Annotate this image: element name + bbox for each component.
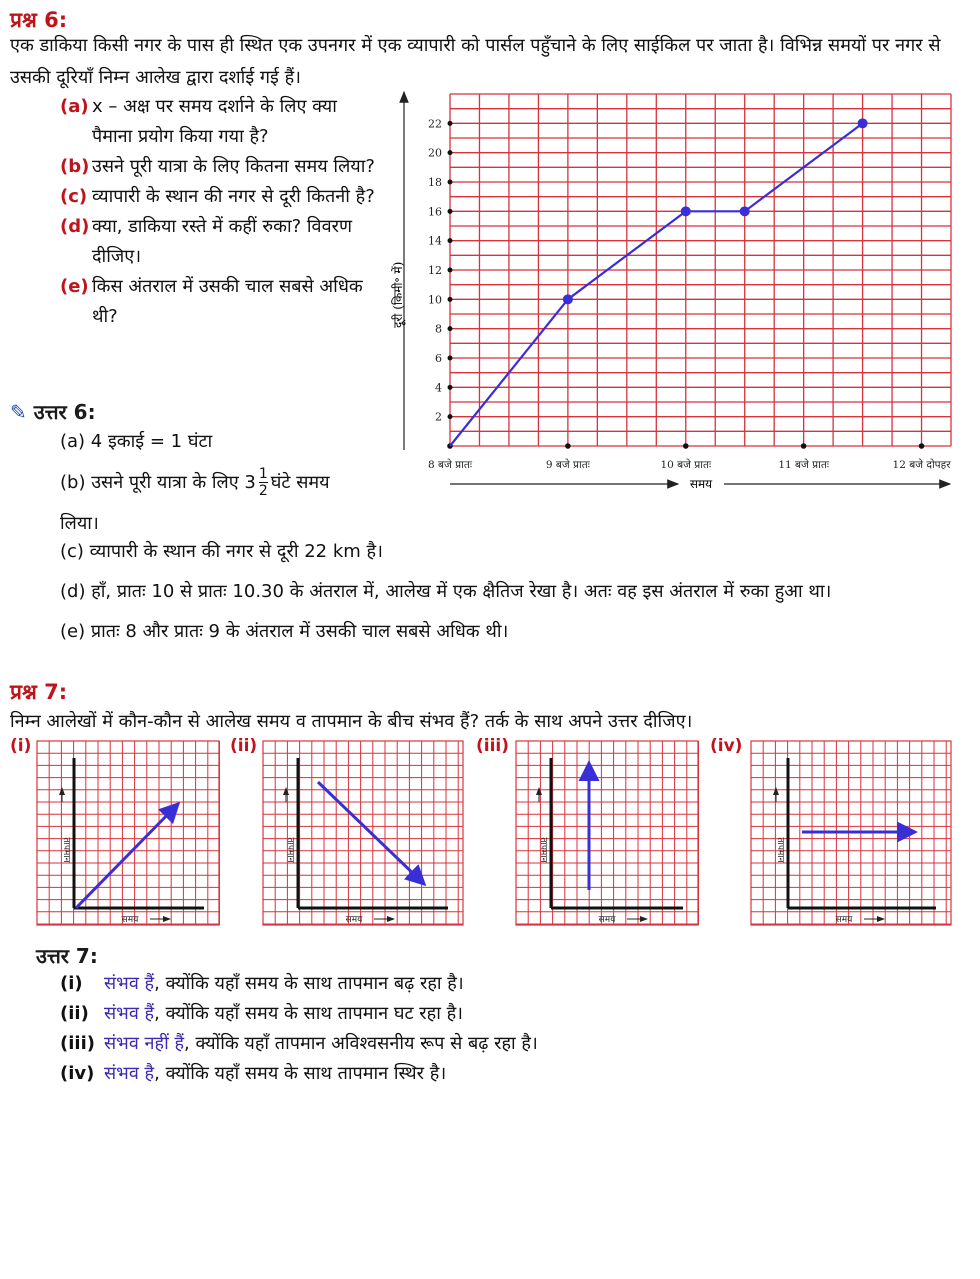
a7-item-ii — [60, 998, 463, 1030]
a6-heading-text: उत्तर 6: — [33, 400, 96, 424]
a7-item-i-label: (i) — [60, 973, 83, 994]
q6-heading: प्रश्न 6: — [10, 8, 68, 32]
y-tick-label: 22 — [428, 117, 442, 131]
a7-item-iv-label: (iv) — [60, 1063, 95, 1084]
a6-c: (c) व्यापारी के स्थान की नगर से दूरी 22 km है। — [60, 541, 383, 562]
a7-item-iv-highlight: संभव है — [104, 1063, 155, 1084]
y-tick-label: 16 — [428, 205, 442, 219]
a7-item-iii-label: (iii) — [60, 1033, 95, 1054]
q6-text: एक डाकिया किसी नगर के पास ही स्थित एक उपनगर में एक व्यापारी को पार्सल पहुँचाने के लिए साईकिल पर जाता है। विभिन्न समयों पर नगर से उसकी दूरियाँ निम्न आलेख द्वारा दर्शाई गई हैं। — [10, 35, 941, 88]
a6-b — [60, 466, 330, 499]
x-tick-label: 10 बजे प्रातः — [660, 459, 712, 471]
x-tick-label: 12 बजे दोपहर — [892, 459, 951, 471]
a6-b-fraction — [259, 466, 268, 499]
y-tick-label: 14 — [428, 234, 442, 248]
a7-item-ii-text: , क्योंकि यहाँ समय के साथ तापमान घट रहा है। — [154, 1003, 463, 1024]
a7-item-iii-text: , क्योंकि यहाँ तापमान अविश्वसनीय रूप से बढ़ रहा है। — [184, 1033, 538, 1054]
graph-frame — [516, 741, 698, 925]
x-tick-dot — [683, 443, 689, 449]
y-axis-label: तापमान — [775, 837, 785, 863]
x-tick-dot — [919, 443, 925, 449]
y-tick-dot — [448, 414, 453, 419]
a6-b-post: घंटे समय — [270, 471, 330, 493]
y-tick-label: 12 — [428, 264, 442, 277]
x-axis-label: समय — [598, 915, 616, 925]
q6-part-b-text: उसने पूरी यात्रा के लिए कितना समय लिया? — [92, 156, 375, 177]
q7-text: निम्न आलेखों में कौन-कौन से आलेख समय व तापमान के बीच संभव हैं? तर्क के साथ अपने उत्तर दीजिए। — [10, 711, 693, 732]
q6-part-d — [60, 212, 382, 272]
a6-d: (d) हाँ, प्रातः 10 से प्रातः 10.30 के अंतराल में, आलेख में एक क्षैतिज रेखा है। अतः वह इस अंतराल में रुका हुआ था। — [60, 581, 832, 602]
a7-item-iii-highlight: संभव नहीं हैं — [104, 1033, 185, 1054]
a6-e: (e) प्रातः 8 और प्रातः 9 के अंतराल में उसकी चाल सबसे अधिक थी। — [60, 621, 509, 642]
a6-b-cont: लिया। — [60, 513, 99, 534]
y-axis-label: तापमान — [61, 837, 71, 863]
a7-heading: उत्तर 7: — [36, 944, 98, 968]
a7-item-iii — [60, 1028, 538, 1060]
a7-item-i-text: , क्योंकि यहाँ समय के साथ तापमान बढ़ रहा है। — [154, 973, 464, 994]
y-tick-label: 2 — [435, 410, 442, 424]
x-axis-label: समय — [345, 915, 363, 925]
q6-part-a-text: x – अक्ष पर समय दर्शाने के लिए क्या पैमाना प्रयोग किया गया है? — [92, 96, 337, 147]
q6-part-c-label: (c) — [60, 186, 88, 207]
graph-ii-label: (ii) — [230, 736, 258, 756]
a7-item-iv — [60, 1058, 446, 1090]
chart-grid — [450, 94, 951, 446]
y-axis-label: तापमान — [285, 837, 295, 863]
y-tick-dot — [448, 180, 453, 185]
y-tick-dot — [448, 121, 453, 126]
a7-item-iv-text: , क्योंकि यहाँ समय के साथ तापमान स्थिर है। — [154, 1063, 447, 1084]
data-point — [681, 206, 691, 216]
x-tick-label: 11 बजे प्रातः — [778, 459, 829, 471]
graph-i-label: (i) — [10, 736, 32, 756]
graph-i — [36, 740, 220, 926]
q6-part-e — [60, 272, 382, 332]
graph-ii — [262, 740, 464, 926]
y-tick-label: 10 — [428, 293, 442, 307]
q6-part-d-label: (d) — [60, 216, 90, 237]
y-tick-label: 8 — [435, 322, 442, 336]
a6-b-den: 2 — [258, 483, 268, 499]
a7-item-i-highlight: संभव हैं — [104, 973, 155, 994]
q7-heading: प्रश्न 7: — [10, 680, 68, 704]
a6-a: (a) 4 इकाई = 1 घंटा — [60, 431, 213, 452]
a7-item-ii-label: (ii) — [60, 1003, 89, 1024]
chart-x-ticks — [428, 443, 951, 471]
y-tick-dot — [448, 385, 453, 390]
chart-y-label: दूरी (किमी॰ में) — [391, 261, 405, 328]
chart-axes — [404, 92, 950, 484]
data-point — [740, 206, 750, 216]
y-tick-label: 6 — [435, 352, 442, 365]
x-axis-label: समय — [835, 915, 853, 925]
data-point — [858, 118, 868, 128]
pen-icon: ✎ — [10, 400, 27, 424]
graph-iii — [515, 740, 699, 926]
a6-b-pre: (b) उसने पूरी यात्रा के लिए 3 — [60, 471, 256, 493]
q6-part-a-label: (a) — [60, 96, 89, 117]
q6-part-a — [60, 92, 382, 152]
q6-part-c-text: व्यापारी के स्थान की नगर से दूरी कितनी है? — [92, 186, 375, 207]
graph-iv — [750, 740, 952, 926]
graph-iii-label: (iii) — [476, 736, 510, 756]
a7-item-i — [60, 968, 464, 1000]
graph-frame — [263, 741, 463, 925]
chart-x-label: समय — [689, 477, 713, 491]
graph-frame — [37, 741, 219, 925]
q6-part-b-label: (b) — [60, 156, 90, 177]
chart-y-ticks — [428, 117, 453, 423]
y-tick-label: 4 — [435, 381, 442, 395]
a6-b-num: 1 — [258, 466, 268, 482]
y-tick-label: 18 — [428, 176, 442, 189]
y-tick-dot — [448, 238, 453, 243]
x-axis-label: समय — [121, 915, 139, 925]
x-tick-dot — [565, 443, 571, 449]
y-tick-dot — [448, 150, 453, 155]
graph-iv-label: (iv) — [710, 736, 743, 756]
x-tick-label: 9 बजे प्रातः — [545, 459, 590, 471]
y-tick-dot — [448, 209, 453, 214]
y-tick-dot — [448, 268, 453, 273]
y-axis-label: तापमान — [538, 837, 548, 863]
q6-part-e-text: किस अंतराल में उसकी चाल सबसे अधिक थी? — [92, 276, 363, 327]
y-tick-dot — [448, 326, 453, 331]
q6-parts — [60, 92, 382, 332]
y-tick-dot — [448, 297, 453, 302]
a7-item-ii-highlight: संभव हैं — [104, 1003, 155, 1024]
distance-time-chart — [388, 88, 968, 498]
y-tick-label: 20 — [428, 146, 442, 160]
a6-heading — [10, 398, 96, 425]
q6-part-e-label: (e) — [60, 276, 89, 297]
x-tick-label: 8 बजे प्रातः — [428, 459, 472, 471]
y-tick-dot — [448, 356, 453, 361]
q6-part-c — [60, 182, 382, 212]
x-tick-dot — [801, 443, 807, 449]
data-point — [563, 294, 573, 304]
q6-part-d-text: क्या, डाकिया रस्ते में कहीं रुका? विवरण दीजिए। — [92, 216, 352, 267]
q6-part-b — [60, 152, 382, 182]
